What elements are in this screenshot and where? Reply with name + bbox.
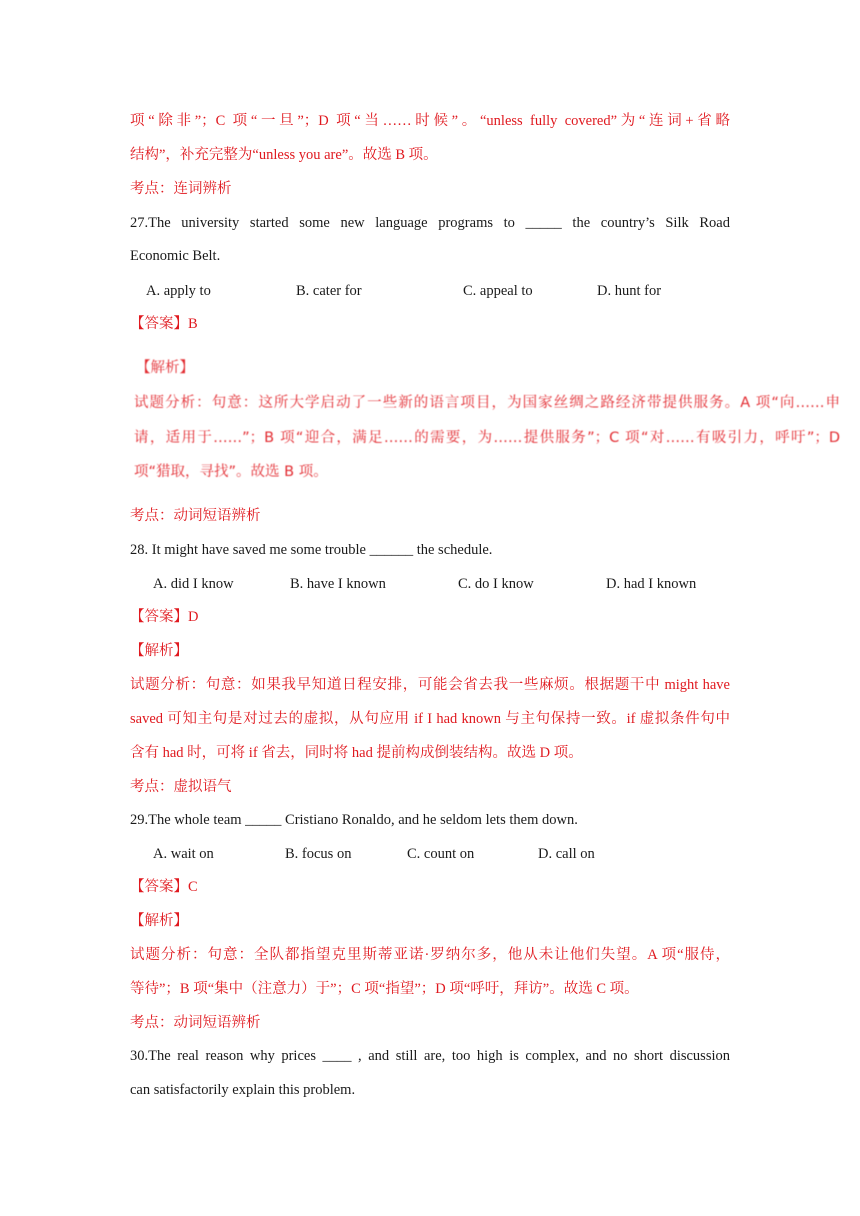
q28-answer: 【答案】D — [130, 609, 199, 625]
q28-analysis-line: 含有 had 时，可将 if 省去，同时将 had 提前构成倒装结构。故选 D 项。 — [130, 745, 583, 761]
q29-option-d: D. call on — [538, 846, 595, 862]
q27-analysis-line: 项“猎取，寻找”。故选 B 项。 — [134, 464, 328, 480]
q28-option-c: C. do I know — [458, 576, 534, 592]
q26-analysis-line: 结构”，补充完整为“unless you are”。故选 B 项。 — [130, 147, 438, 163]
q27-analysis-line: 请，适用于……”；B 项“迎合，满足……的需要，为……提供服务”；C 项“对……有吸引力，呼吁”；D — [134, 430, 840, 446]
q30-stem-cont: can satisfactorily explain this problem. — [130, 1082, 356, 1098]
q27-analysis-line: 试题分析：句意：这所大学启动了一些新的语言项目，为国家丝绸之路经济带提供服务。A 项“向……申 — [134, 395, 840, 411]
q28-stem: 28. It might have saved me some trouble ______ the schedule. — [130, 542, 493, 558]
q29-option-a: A. wait on — [153, 846, 214, 862]
q29-option-b: B. focus on — [285, 846, 352, 862]
q29-option-c: C. count on — [407, 846, 475, 862]
q27-kaodian: 考点：动词短语辨析 — [130, 508, 261, 524]
q30-stem: 30.The real reason why prices ____ , and still are, too high is complex, and no short discussion — [130, 1048, 730, 1064]
q29-kaodian: 考点：动词短语辨析 — [130, 1015, 261, 1031]
q28-analysis-heading: 【解析】 — [130, 643, 188, 659]
q27-answer: 【答案】B — [130, 316, 198, 332]
q27-analysis-heading: 【解析】 — [136, 360, 194, 376]
q28-option-d: D. had I known — [606, 576, 697, 592]
q28-option-a: A. did I know — [153, 576, 234, 592]
q27-stem: 27.The university started some new language programs to _____ the country’s Silk Road — [130, 215, 730, 231]
q29-analysis-line: 试题分析：句意：全队都指望克里斯蒂亚诺·罗纳尔多，他从未让他们失望。A 项“服侍， — [130, 947, 730, 963]
q27-option-a: A. apply to — [146, 283, 211, 299]
q28-analysis-line: 试题分析：句意：如果我早知道日程安排，可能会省去我一些麻烦。根据题干中 might have — [130, 677, 730, 693]
q26-kaodian: 考点：连词辨析 — [130, 181, 232, 197]
q29-analysis-line: 等待”；B 项“集中（注意力）于”；C 项“指望”；D 项“呼吁，拜访”。故选 C 项。 — [130, 981, 639, 997]
q28-analysis-line: saved 可知主句是对过去的虚拟，从句应用 if I had known 与主句保持一致。if 虚拟条件句中 — [130, 711, 730, 727]
q28-option-b: B. have I known — [290, 576, 386, 592]
q27-option-d: D. hunt for — [597, 283, 662, 299]
q29-analysis-heading: 【解析】 — [130, 913, 188, 929]
q26-analysis-line: 项“除非”；C 项“一旦”；D 项“当……时候”。“unless fully covered”为“连词+省略 — [130, 113, 730, 129]
q29-stem: 29.The whole team _____ Cristiano Ronaldo, and he seldom lets them down. — [130, 812, 578, 828]
q27-stem-cont: Economic Belt. — [130, 248, 221, 264]
q28-kaodian: 考点：虚拟语气 — [130, 779, 232, 795]
q29-answer: 【答案】C — [130, 879, 198, 895]
q27-option-c: C. appeal to — [463, 283, 533, 299]
q27-option-b: B. cater for — [296, 283, 362, 299]
